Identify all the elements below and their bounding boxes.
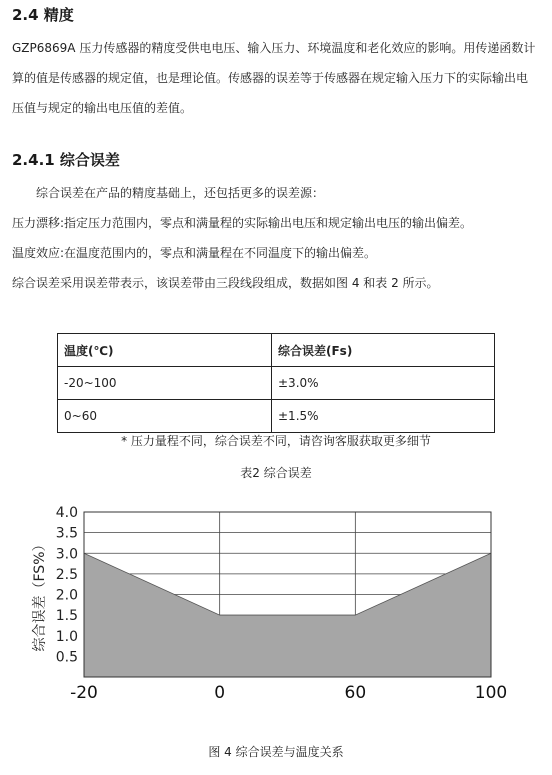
table-cell: 0~60 — [58, 400, 272, 433]
chart-caption: 图 4 综合误差与温度关系 — [208, 745, 344, 759]
temperature-effect-text: 温度效应:在温度范围内的，零点和满量程在不同温度下的输出偏差。 — [12, 246, 377, 260]
table-caption: 表2 综合误差 — [240, 466, 312, 480]
table-header-cell: 综合误差(Fs) — [272, 334, 495, 367]
paragraph-line-2: 算的值是传感器的规定值，也是理论值。传感器的误差等于传感器在规定输入压力下的实际输出电 — [12, 71, 529, 85]
y-tick-label: 2.0 — [55, 587, 78, 604]
y-tick-label: 3.0 — [55, 546, 78, 563]
section-title: 2.4 精度 — [12, 6, 74, 24]
y-tick-labels — [56, 505, 78, 665]
table-cell: ±1.5% — [272, 400, 495, 433]
intro-text: 综合误差在产品的精度基础上，还包括更多的误差源： — [36, 186, 325, 200]
table-note: * 压力量程不同，综合误差不同，请咨询客服获取更多细节 — [121, 434, 431, 448]
y-tick-label: 1.5 — [55, 608, 78, 625]
error-band-area — [84, 553, 491, 677]
x-tick-label: -20 — [70, 683, 98, 703]
paragraph-line-3: 压值与规定的输出电压值的差值。 — [12, 101, 193, 115]
x-tick-labels — [70, 683, 507, 703]
x-tick-label: 100 — [474, 683, 508, 703]
y-tick-label: 3.5 — [55, 525, 78, 542]
y-tick-label: 4.0 — [55, 505, 78, 521]
summary-text: 综合误差采用误差带表示，该误差带由三段线段组成，数据如图 4 和表 2 所示。 — [12, 276, 439, 290]
y-tick-label: 0.5 — [55, 649, 78, 666]
x-tick-label: 0 — [214, 683, 226, 703]
table-cell: ±3.0% — [272, 367, 495, 400]
table-cell: -20~100 — [58, 367, 272, 400]
y-axis-label: 综合误差（FS%） — [32, 537, 48, 652]
subsection-title: 2.4.1 综合误差 — [12, 151, 120, 169]
paragraph-line-1: GZP6869A 压力传感器的精度受供电电压、输入压力、环境温度和老化效应的影响。用传递函数计 — [12, 41, 536, 55]
y-tick-label: 2.5 — [55, 566, 78, 583]
pressure-drift-text: 压力漂移:指定压力范围内，零点和满量程的实际输出电压和规定输出电压的输出偏差。 — [12, 216, 473, 230]
table-header-cell: 温度(℃) — [58, 334, 272, 367]
y-tick-label: 1.0 — [55, 628, 78, 645]
x-tick-label: 60 — [344, 683, 367, 703]
